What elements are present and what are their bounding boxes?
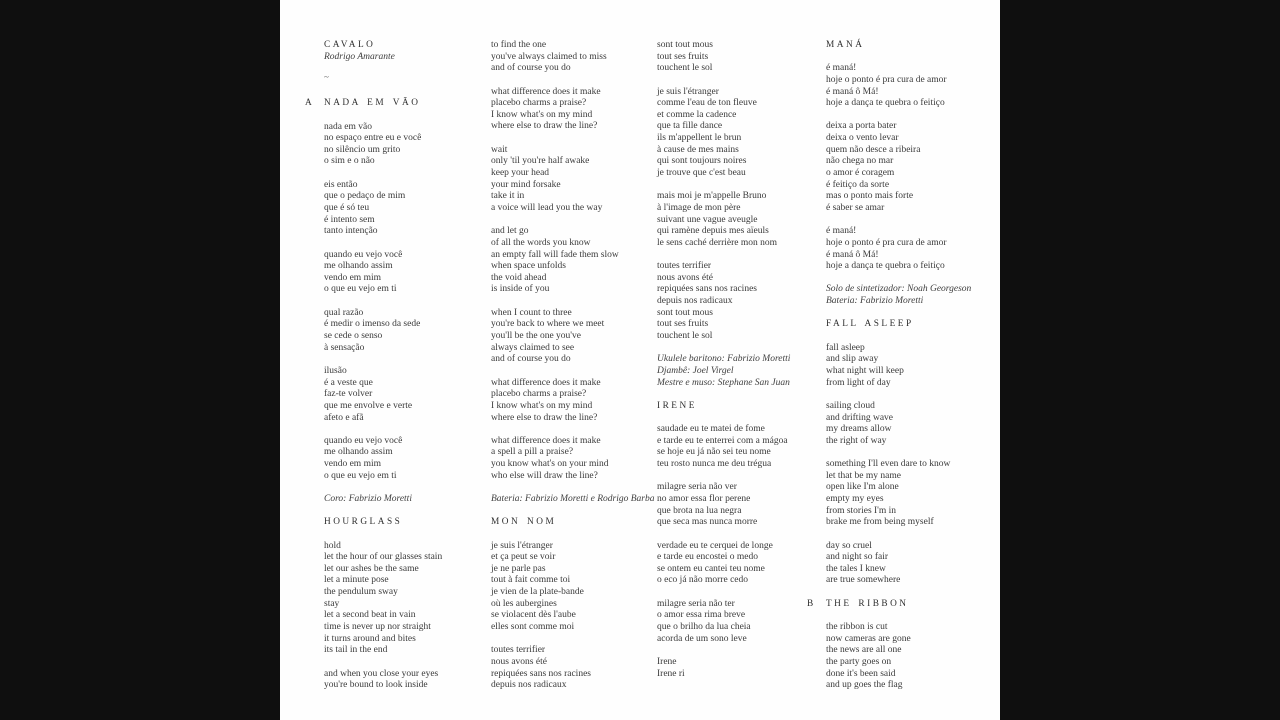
stanza-block — [657, 541, 790, 588]
lyric-line: what difference does it make — [491, 377, 601, 388]
stanza-block — [491, 145, 655, 215]
song-title-heading: MANÁ — [826, 40, 865, 50]
heading-block — [324, 517, 442, 529]
lyric-line: no espaço entre eu e você — [324, 133, 422, 144]
lyric-line: o eco já não morre cedo — [657, 575, 748, 586]
stanza-block — [491, 40, 655, 75]
lyric-line: e tarde eu encostei o medo — [657, 552, 759, 563]
lyric-line: je vien de la plate-bande — [491, 587, 584, 598]
lyric-line: to find the one — [491, 40, 547, 50]
lyric-line: é medir o imenso da sede — [324, 319, 421, 330]
stanza-block — [826, 459, 971, 529]
lyric-line: when space unfolds — [491, 261, 566, 272]
credit-block — [826, 284, 971, 307]
stanza-block — [657, 40, 790, 75]
song-title-heading: THE RIBBON B — [807, 598, 909, 609]
lyric-line: faz-te volver — [324, 389, 373, 400]
lyric-line: what difference does it make — [491, 435, 601, 446]
lyric-line: tout ses fruits — [657, 51, 709, 62]
lyric-line: se ontem eu cantei teu nome — [657, 563, 765, 574]
divider-block — [324, 72, 442, 84]
lyric-line: nous avons été — [491, 656, 547, 667]
lyric-line: and slip away — [826, 354, 879, 365]
lyric-line: the party goes on — [826, 656, 892, 667]
lyric-line: brake me from being myself — [826, 517, 934, 528]
lyric-line: repiquées sans nos racines — [491, 668, 591, 679]
stanza-block — [324, 250, 442, 297]
lyric-line: my dreams allow — [826, 424, 892, 435]
lyric-line: que seca mas nunca morre — [657, 517, 758, 528]
stanza-block — [324, 436, 442, 483]
credit-block — [657, 354, 790, 389]
stanza-block — [657, 657, 790, 680]
stanza-block — [491, 87, 655, 134]
credit-block — [491, 494, 655, 506]
lyrics-column-1 — [305, 40, 443, 692]
song-title-heading: MON NOM — [491, 517, 557, 528]
lyric-line: let the hour of our glasses stain — [324, 552, 443, 563]
heading-block — [305, 98, 442, 110]
stanza-block — [826, 541, 971, 588]
lyric-line: Irene — [657, 656, 677, 667]
lyric-line: o amor é coragem — [826, 168, 895, 179]
lyric-line: you're bound to look inside — [324, 680, 428, 691]
stanza-block — [657, 87, 790, 180]
lyric-line: the news are all one — [826, 645, 902, 656]
lyric-line: what night will keep — [826, 365, 904, 376]
lyric-line: what difference does it make — [491, 86, 601, 97]
lyric-line: hoje a dança te quebra o feitiço — [826, 261, 945, 272]
lyric-line: depuis nos radicaux — [657, 296, 733, 307]
credit-line: Mestre e muso: Stephane San Juan — [657, 377, 790, 388]
lyric-line: no amor essa flor perene — [657, 493, 751, 504]
song-title-heading: FALL ASLEEP — [826, 319, 914, 330]
lyric-line: it turns around and bites — [324, 633, 416, 644]
lyric-line: o amor essa rima breve — [657, 610, 746, 621]
lyric-line: deixa o vento levar — [826, 133, 899, 144]
letterbox-bar-right — [1000, 0, 1280, 720]
lyric-line: quando eu vejo você — [324, 249, 403, 260]
lyric-line: a spell a pill a praise? — [491, 447, 574, 458]
stanza-block — [324, 122, 442, 169]
lyric-line: placebo charms a praise? — [491, 389, 587, 400]
heading-block — [807, 598, 971, 611]
lyric-line: let that be my name — [826, 470, 901, 481]
lyric-line: your mind forsake — [491, 179, 561, 190]
lyric-line: hoje a dança te quebra o feitiço — [826, 98, 945, 109]
lyric-line: ils m'appellent le brun — [657, 133, 742, 144]
lyric-line: who else will draw the line? — [491, 470, 598, 481]
lyric-line: only 'til you're half awake — [491, 156, 590, 167]
lyric-line: an empty fall will fade them slow — [491, 249, 619, 260]
lyric-line: quem não desce a ribeira — [826, 144, 921, 155]
lyric-line: let our ashes be the same — [324, 563, 419, 574]
lyric-line: não chega no mar — [826, 156, 894, 167]
lyric-line: you'll be the one you've — [491, 331, 581, 342]
lyric-line: à cause de mes mains — [657, 144, 739, 155]
stanza-block — [826, 63, 971, 110]
lyric-line: placebo charms a praise? — [491, 98, 587, 109]
lyric-line: vendo em mim — [324, 272, 381, 283]
lyric-line: where else to draw the line? — [491, 412, 598, 423]
stanza-block — [657, 424, 790, 471]
lyric-line: from light of day — [826, 377, 891, 388]
lyrics-column-3 — [657, 40, 790, 680]
lyric-line: now cameras are gone — [826, 633, 911, 644]
lyric-line: a voice will lead you the way — [491, 202, 603, 213]
lyric-line: sont tout mous — [657, 307, 713, 318]
lyric-line: e tarde eu te enterrei com a mágoa — [657, 435, 788, 446]
heading-block — [826, 40, 971, 52]
stanza-block — [826, 121, 971, 214]
lyric-line: je suis l'étranger — [657, 86, 719, 97]
lyric-line: wait — [491, 144, 508, 155]
lyric-line: é maná ô Má! — [826, 249, 879, 260]
lyric-line: you've always claimed to miss — [491, 51, 607, 62]
lyric-line: afeto e afã — [324, 412, 364, 423]
stanza-block — [324, 180, 442, 238]
stanza-block — [826, 226, 971, 273]
lyric-line: où les aubergines — [491, 598, 557, 609]
stanza-block — [324, 669, 442, 692]
credit-line: Ukulele baritono: Fabrizio Moretti — [657, 354, 791, 365]
lyric-line: é feitiço da sorte — [826, 179, 890, 190]
lyric-line: tanto intenção — [324, 226, 378, 237]
lyric-line: touchent le sol — [657, 331, 713, 342]
lyric-line: keep your head — [491, 168, 550, 179]
lyric-line: Irene ri — [657, 668, 685, 679]
lyric-line: é maná! — [826, 226, 857, 237]
lyric-line: tout à fait comme toi — [491, 575, 571, 586]
lyric-line: hoje o ponto é pra cura de amor — [826, 74, 947, 85]
lyric-line: comme l'eau de ton fleuve — [657, 98, 757, 109]
lyric-line: open like I'm alone — [826, 482, 899, 493]
lyric-line: qui sont toujours noires — [657, 156, 747, 167]
lyric-line: et comme la cadence — [657, 109, 737, 120]
lyric-line: of all the words you know — [491, 237, 591, 248]
lyric-line: é maná ô Má! — [826, 86, 879, 97]
lyric-line: se hoje eu já não sei teu nome — [657, 447, 771, 458]
lyric-line: and up goes the flag — [826, 680, 903, 691]
credit-line: Bateria: Fabrizio Moretti e Rodrigo Barba — [491, 493, 655, 504]
lyric-line: à sensação — [324, 342, 365, 353]
lyrics-column-4 — [807, 40, 972, 692]
lyric-line: se cede o senso — [324, 331, 383, 342]
side-marker-b: B — [807, 598, 814, 609]
lyric-line: milagre seria não ver — [657, 482, 737, 493]
lyric-line: me olhando assim — [324, 447, 393, 458]
lyric-line: toutes terrifier — [657, 261, 712, 272]
lyric-line: je trouve que c'est beau — [657, 168, 746, 179]
stanza-block — [324, 308, 442, 355]
credit-line: Djambê: Joel Virgel — [657, 365, 734, 376]
stanza-block — [324, 541, 442, 657]
lyric-line: milagre seria não ter — [657, 598, 735, 609]
lyric-line: repiquées sans nos racines — [657, 284, 757, 295]
stanza-block — [826, 401, 971, 448]
lyric-line: and drifting wave — [826, 412, 894, 423]
lyric-line: stay — [324, 598, 340, 609]
lyric-line: é saber se amar — [826, 202, 885, 213]
lyric-line: you're back to where we meet — [491, 319, 605, 330]
stanza-block — [826, 622, 971, 692]
lyric-line: let a minute pose — [324, 575, 389, 586]
song-title-heading: HOURGLASS — [324, 517, 403, 528]
lyric-line: I know what's on my mind — [491, 400, 593, 411]
stanza-block — [491, 378, 655, 425]
lyric-line: ilusão — [324, 365, 347, 376]
album-title: CAVALO — [324, 40, 376, 50]
lyric-line: nada em vão — [324, 121, 373, 132]
lyric-line: are true somewhere — [826, 575, 901, 586]
heading-block — [826, 319, 971, 331]
lyric-line: fall asleep — [826, 342, 865, 353]
stanza-block — [657, 482, 790, 529]
lyric-line: always claimed to see — [491, 342, 575, 353]
lyric-line: eis então — [324, 179, 358, 190]
lyric-line: done it's been said — [826, 668, 896, 679]
lyric-line: é a veste que — [324, 377, 373, 388]
lyric-line: sont tout mous — [657, 40, 713, 50]
lyric-line: take it in — [491, 191, 525, 202]
lyric-line: que o brilho da lua cheia — [657, 622, 751, 633]
lyric-sheet-page — [280, 0, 1000, 720]
lyric-line: mais moi je m'appelle Bruno — [657, 191, 767, 202]
stanza-block — [491, 308, 655, 366]
lyric-line: me olhando assim — [324, 261, 393, 272]
lyric-line: I know what's on my mind — [491, 109, 593, 120]
lyric-line: when I count to three — [491, 307, 572, 318]
lyric-line: toutes terrifier — [491, 645, 546, 656]
lyric-line: je suis l'étranger — [491, 540, 553, 551]
lyric-line: que o pedaço de mim — [324, 191, 406, 202]
lyric-line: is inside of you — [491, 284, 550, 295]
lyric-line: tout ses fruits — [657, 319, 709, 330]
lyric-line: hold — [324, 540, 341, 551]
lyric-line: que me envolve e verte — [324, 400, 413, 411]
lyric-line: suivant une vague aveugle — [657, 214, 758, 225]
lyric-line: saudade eu te matei de fome — [657, 424, 765, 435]
stanza-block — [657, 191, 790, 249]
lyric-line: depuis nos radicaux — [491, 680, 567, 691]
stanza-block — [826, 343, 971, 390]
lyric-line: nous avons été — [657, 272, 713, 283]
album-title-block — [324, 40, 442, 63]
lyric-line: qual razão — [324, 307, 364, 318]
lyric-line: quando eu vejo você — [324, 435, 403, 446]
credit-line: Bateria: Fabrizio Moretti — [826, 296, 924, 307]
stanza-block — [491, 645, 655, 692]
lyric-line: que ta fille dance — [657, 121, 723, 132]
lyric-line: you know what's on your mind — [491, 459, 609, 470]
lyric-line: é intento sem — [324, 214, 375, 225]
lyric-line: sailing cloud — [826, 400, 875, 411]
lyric-line: the right of way — [826, 435, 887, 446]
stanza-block — [324, 366, 442, 424]
lyric-line: que brota na lua negra — [657, 505, 742, 516]
lyric-line: and when you close your eyes — [324, 668, 439, 679]
lyric-line: the void ahead — [491, 272, 547, 283]
stanza-block — [657, 599, 790, 646]
lyric-line: elles sont comme moi — [491, 622, 575, 633]
lyric-line: que é só teu — [324, 202, 370, 213]
credit-line: Solo de sintetizador: Noah Georgeson — [826, 284, 972, 295]
side-marker-a: A — [305, 98, 312, 109]
letterbox-bar-left — [0, 0, 280, 720]
lyric-line: et ça peut se voir — [491, 552, 556, 563]
lyric-line: and of course you do — [491, 63, 571, 74]
lyric-line: its tail in the end — [324, 645, 388, 656]
lyric-line: and let go — [491, 226, 529, 237]
lyric-line: something I'll even dare to know — [826, 459, 951, 470]
lyric-line: let a second beat in vain — [324, 610, 416, 621]
album-artist: Rodrigo Amarante — [324, 51, 395, 62]
lyric-line: and night so fair — [826, 552, 889, 563]
stanza-block — [657, 261, 790, 342]
lyric-line: time is never up nor straight — [324, 622, 431, 633]
lyric-line: the pendulum sway — [324, 587, 398, 598]
lyric-line: from stories I'm in — [826, 505, 897, 516]
lyric-line: je ne parle pas — [491, 563, 546, 574]
lyric-line: se violacent dès l'aube — [491, 610, 576, 621]
heading-block — [657, 401, 790, 413]
lyric-line: day so cruel — [826, 540, 872, 551]
section-divider: ~ — [324, 72, 329, 83]
lyric-line: o que eu vejo em ti — [324, 284, 397, 295]
lyric-line: touchent le sol — [657, 63, 713, 74]
lyric-line: empty my eyes — [826, 493, 884, 504]
lyric-line: where else to draw the line? — [491, 121, 598, 132]
lyric-line: hoje o ponto é pra cura de amor — [826, 237, 947, 248]
lyric-line: the ribbon is cut — [826, 622, 888, 633]
lyrics-column-2 — [491, 40, 655, 692]
lyric-line: o que eu vejo em ti — [324, 470, 397, 481]
credit-block — [324, 494, 442, 506]
lyric-line: le sens caché derrière mon nom — [657, 237, 778, 248]
stanza-block — [491, 226, 655, 296]
lyric-line: mas o ponto mais forte — [826, 191, 914, 202]
lyric-line: acorda de um sono leve — [657, 633, 747, 644]
lyric-line: the tales I knew — [826, 563, 886, 574]
lyric-line: qui ramène depuis mes aïeuls — [657, 226, 769, 237]
lyric-line: verdade eu te cerquei de longe — [657, 540, 773, 551]
lyric-line: é maná! — [826, 63, 857, 74]
lyric-line: deixa a porta bater — [826, 121, 897, 132]
lyric-line: and of course you do — [491, 354, 571, 365]
lyric-line: à l'image de mon père — [657, 202, 741, 213]
song-title-heading: NADA EM VÃO A — [305, 98, 421, 109]
heading-block — [491, 517, 655, 529]
stanza-block — [491, 541, 655, 634]
stanza-block — [491, 436, 655, 483]
lyric-line: o sim e o não — [324, 156, 375, 167]
lyric-line: teu rosto nunca me deu trégua — [657, 459, 772, 470]
lyric-line: no silêncio um grito — [324, 144, 401, 155]
credit-line: Coro: Fabrizio Moretti — [324, 494, 412, 504]
song-title-heading: IRENE — [657, 400, 697, 411]
lyric-line: vendo em mim — [324, 459, 381, 470]
